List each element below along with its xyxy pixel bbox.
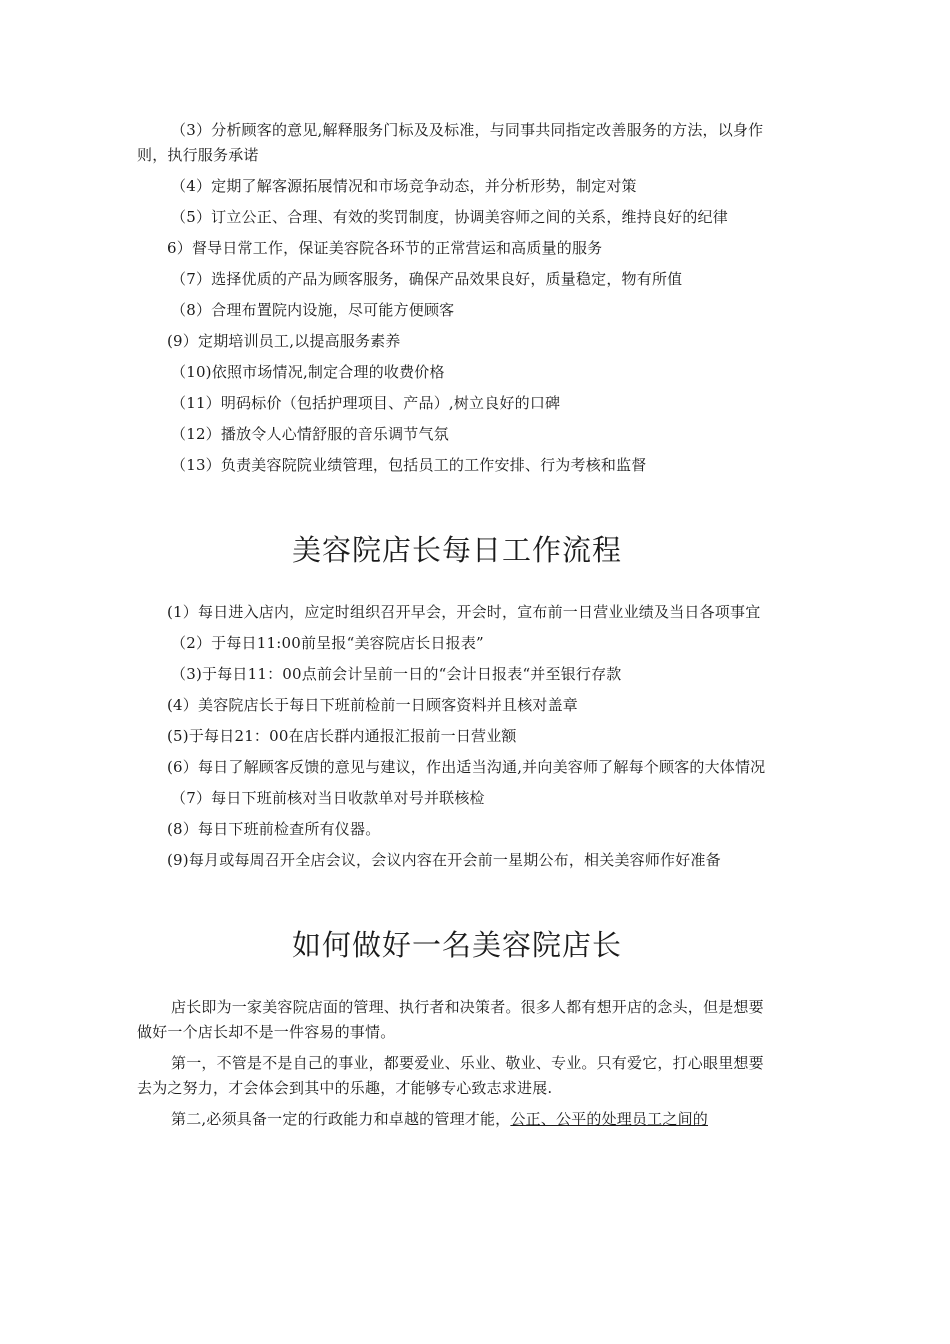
responsibilities-list — [137, 118, 777, 478]
list-item: （7）选择优质的产品为顾客服务，确保产品效果良好，质量稳定，物有所值 — [171, 270, 683, 288]
list-item: （12）播放令人心情舒服的音乐调节气氛 — [171, 425, 449, 443]
list-item: （10)依照市场情况,制定合理的收费价格 — [171, 363, 445, 381]
list-item: （3）分析顾客的意见,解释服务门标及及标准，与同事共同指定改善服务的方法，以身作则，执行服务承诺 — [137, 121, 764, 164]
list-item: （3)于每日11：00点前会计呈前一日的“会计日报表“并至银行存款 — [171, 665, 622, 683]
list-item: (6）每日了解顾客反馈的意见与建议，作出适当沟通,并向美容师了解每个顾客的大体情况 — [167, 758, 766, 776]
list-item: （2）于每日11:00前呈报“美容院店长日报表” — [171, 634, 484, 652]
document-page — [137, 118, 777, 1138]
manager-guide-body — [137, 995, 777, 1132]
list-item: (4）美容院店长于每日下班前检前一日顾客资料并且核对盖章 — [167, 696, 578, 714]
list-item: (9)每月或每周召开全店会议，会议内容在开会前一星期公布，相关美容师作好准备 — [167, 851, 721, 869]
list-item: 6）督导日常工作，保证美容院各环节的正常营运和高质量的服务 — [167, 239, 603, 257]
list-item: （7）每日下班前核对当日收款单对号并联核检 — [171, 789, 485, 807]
list-item: （11）明码标价（包括护理项目、产品）,树立良好的口碑 — [171, 394, 561, 412]
body-paragraph — [137, 1107, 777, 1132]
list-item: （5）订立公正、合理、有效的奖罚制度，协调美容师之间的关系，维持良好的纪律 — [171, 208, 728, 226]
underlined-text: 公正、公平的处理员工之间的 — [510, 1110, 708, 1128]
list-item: (5)于每日21：00在店长群内通报汇报前一日营业额 — [167, 727, 517, 745]
body-paragraph: 第一，不管是不是自己的事业，都要爱业、乐业、敬业、专业。只有爱它，打心眼里想要去为之努力，才会体会到其中的乐趣，才能够专心致志求进展. — [137, 1054, 764, 1097]
section-heading-daily-workflow: 美容院店长每日工作流程 — [291, 533, 622, 567]
body-paragraph: 店长即为一家美容院店面的管理、执行者和决策者。很多人都有想开店的念头，但是想要做好一个店长却不是一件容易的事情。 — [137, 998, 764, 1041]
section-heading-how-to-be-manager: 如何做好一名美容院店长 — [291, 928, 622, 962]
paragraph-text: 第二,必须具备一定的行政能力和卓越的管理才能， — [171, 1110, 511, 1128]
list-item: （4）定期了解客源拓展情况和市场竞争动态，并分析形势，制定对策 — [171, 177, 637, 195]
list-item: (1）每日进入店内，应定时组织召开早会，开会时，宣布前一日营业业绩及当日各项事宜 — [167, 603, 761, 621]
list-item: (8）每日下班前检查所有仪器。 — [167, 820, 381, 838]
list-item: （13）负责美容院院业绩管理，包括员工的工作安排、行为考核和监督 — [171, 456, 647, 474]
daily-workflow-list — [137, 600, 777, 873]
list-item: (9）定期培训员工,以提高服务素养 — [167, 332, 401, 350]
list-item: （8）合理布置院内设施，尽可能方便顾客 — [171, 301, 455, 319]
